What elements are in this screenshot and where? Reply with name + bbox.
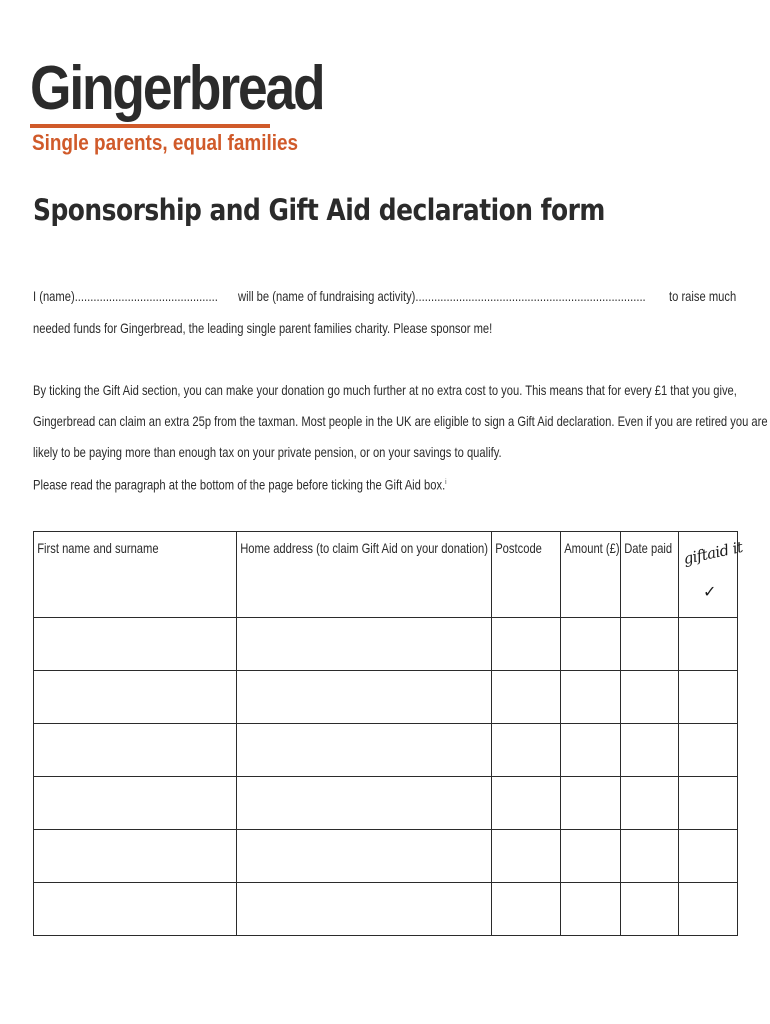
cell-giftaid[interactable] [679, 883, 738, 936]
header-name-label: First name and surname [37, 540, 159, 556]
footnote-mark: i [445, 479, 447, 486]
table-row [34, 883, 738, 936]
giftaid-read-note: Please read the paragraph at the bottom of the page before ticking the Gift Aid box. [33, 476, 446, 493]
cell-amount[interactable] [561, 830, 621, 883]
checkmark-icon: ✓ [703, 584, 717, 601]
table-row [34, 671, 738, 724]
giftaid-paragraph-line-2: Gingerbread can claim an extra 25p from the taxman. Most people in the UK are eligible to sign a Gift Aid declaration. Even if you are retired you are [33, 413, 768, 429]
cell-giftaid[interactable] [679, 830, 738, 883]
table-row [34, 830, 738, 883]
cell-name[interactable] [34, 883, 237, 936]
form-title: Sponsorship and Gift Aid declaration form [33, 193, 605, 227]
header-date-label: Date paid [624, 540, 673, 556]
sponsorship-table [33, 531, 745, 936]
giftaid-it-logo: giftaid it [681, 537, 745, 569]
cell-amount[interactable] [561, 777, 621, 830]
cell-address[interactable] [237, 830, 492, 883]
cell-giftaid[interactable] [679, 724, 738, 777]
cell-postcode[interactable] [492, 618, 561, 671]
cell-giftaid[interactable] [679, 777, 738, 830]
cell-address[interactable] [237, 671, 492, 724]
header-giftaid [679, 532, 745, 618]
cell-postcode[interactable] [492, 830, 561, 883]
gingerbread-logo [30, 54, 371, 155]
cell-date[interactable] [621, 671, 679, 724]
header-address [237, 532, 492, 618]
cell-postcode[interactable] [492, 777, 561, 830]
activity-prompt: will be (name of fundraising activity).......................................................................... [238, 288, 646, 304]
logo-wordmark: Gingerbread [30, 54, 324, 123]
table-row [34, 618, 738, 671]
cell-name[interactable] [34, 830, 237, 883]
cell-date[interactable] [621, 883, 679, 936]
cell-giftaid[interactable] [679, 618, 738, 671]
cell-address[interactable] [237, 883, 492, 936]
cell-name[interactable] [34, 724, 237, 777]
header-address-label: Home address (to claim Gift Aid on your donation) [240, 540, 488, 556]
cell-address[interactable] [237, 724, 492, 777]
name-prompt: I (name).............................................. [33, 288, 218, 304]
logo-underline [30, 124, 270, 128]
header-postcode-label: Postcode [495, 540, 542, 556]
header-date [621, 532, 679, 618]
giftaid-paragraph-line-1: By ticking the Gift Aid section, you can make your donation go much further at no extra cost to you. This means that for every £1 that you give, [33, 382, 737, 398]
raise-text: to raise much [669, 288, 737, 304]
table-header-row [34, 532, 738, 618]
cell-postcode[interactable] [492, 724, 561, 777]
cell-date[interactable] [621, 618, 679, 671]
cell-name[interactable] [34, 777, 237, 830]
cell-amount[interactable] [561, 724, 621, 777]
giftaid-paragraph-line-4 [33, 474, 446, 494]
header-name [34, 532, 237, 618]
cell-name[interactable] [34, 618, 237, 671]
cell-postcode[interactable] [492, 883, 561, 936]
table-row [34, 777, 738, 830]
cell-postcode[interactable] [492, 671, 561, 724]
cell-amount[interactable] [561, 671, 621, 724]
intro-line-1 [33, 288, 737, 308]
header-amount-label: Amount (£) [564, 540, 620, 556]
table-row [34, 724, 738, 777]
cell-date[interactable] [621, 777, 679, 830]
cell-address[interactable] [237, 618, 492, 671]
cell-amount[interactable] [561, 618, 621, 671]
header-amount [561, 532, 621, 618]
header-postcode [492, 532, 561, 618]
cell-amount[interactable] [561, 883, 621, 936]
logo-tagline: Single parents, equal families [32, 130, 299, 155]
giftaid-paragraph-line-3: likely to be paying more than enough tax on your private pension, or on your savings to qualify. [33, 444, 502, 460]
intro-line-2: needed funds for Gingerbread, the leading single parent families charity. Please sponsor me! [33, 320, 493, 336]
cell-date[interactable] [621, 724, 679, 777]
cell-date[interactable] [621, 830, 679, 883]
cell-giftaid[interactable] [679, 671, 738, 724]
cell-name[interactable] [34, 671, 237, 724]
cell-address[interactable] [237, 777, 492, 830]
